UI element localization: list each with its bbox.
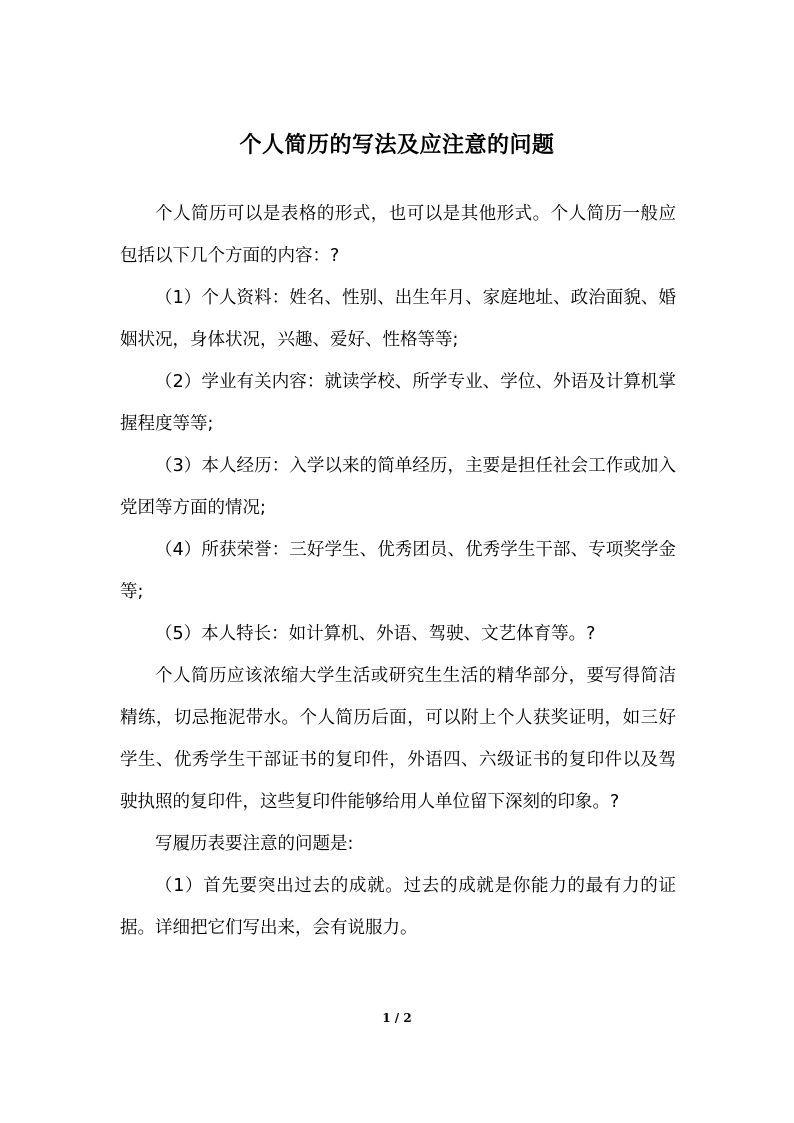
paragraph-item-4: （4）所获荣誉：三好学生、优秀团员、优秀学生干部、专项奖学金等; xyxy=(120,540,676,602)
paragraph-item-1: （1）个人资料：姓名、性别、出生年月、家庭地址、政治面貌、婚姻状况，身体状况，兴趣、爱好、性格等等; xyxy=(120,288,676,350)
paragraph-item-5: （5）本人特长：如计算机、外语、驾驶、文艺体育等。? xyxy=(155,624,596,644)
page-number: 1 / 2 xyxy=(382,1011,412,1025)
paragraph-note-1: （1）首先要突出过去的成就。过去的成就是你能力的最有力的证据。详细把它们写出来，会有说服力。 xyxy=(120,876,676,938)
document-title: 个人简历的写法及应注意的问题 xyxy=(239,132,555,158)
document-body xyxy=(120,193,676,949)
paragraph-item-2: （2）学业有关内容：就读学校、所学专业、学位、外语及计算机掌握程度等等; xyxy=(120,372,676,434)
paragraph-intro: 个人简历可以是表格的形式，也可以是其他形式。个人简历一般应包括以下几个方面的内容：? xyxy=(120,204,676,266)
paragraph-item-3: （3）本人经历：入学以来的简单经历，主要是担任社会工作或加入党团等方面的情况; xyxy=(120,456,676,518)
paragraph-notes-heading: 写履历表要注意的问题是: xyxy=(155,834,354,854)
paragraph-summary: 个人简历应该浓缩大学生活或研究生生活的精华部分，要写得简洁精练，切忌拖泥带水。个人简历后面，可以附上个人获奖证明，如三好学生、优秀学生干部证书的复印件，外语四、六级证书的复印件以及驾驶执照的复印件，这些复印件能够给用人单位留下深刻的印象。? xyxy=(120,666,676,812)
